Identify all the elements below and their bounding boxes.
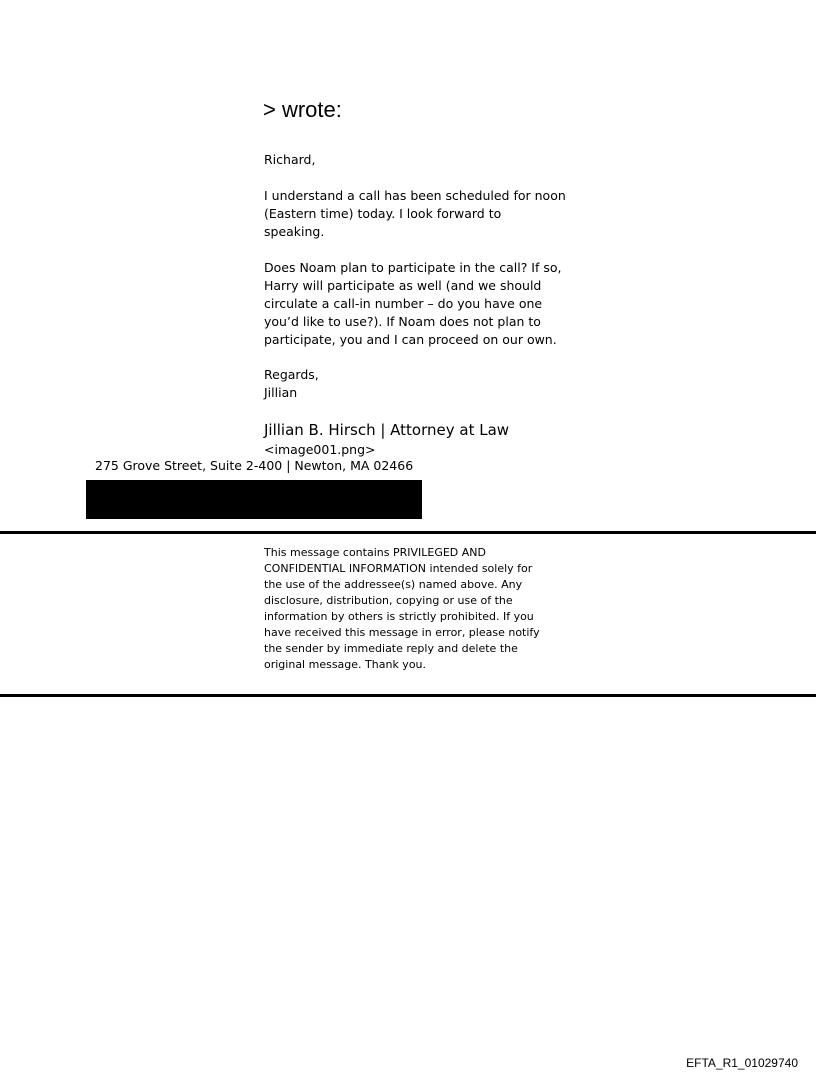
disclaimer-line: original message. Thank you. [264,658,427,671]
salutation [264,151,564,169]
paragraph-2 [264,259,564,349]
disclaimer-line: CONFIDENTIAL INFORMATION intended solely for [264,562,533,575]
signature-address: 275 Grove Street, Suite 2-400 | Newton, MA 02466 [95,458,414,473]
document-id: EFTA_R1_01029740 [686,1056,798,1070]
paragraph-1 [264,187,564,241]
paragraph-2-line: circulate a call-in number – do you have one [264,296,543,311]
disclaimer-line: have received this message in error, please notify [264,626,540,639]
salutation-text: Richard, [264,152,316,167]
signature-name-title: Jillian B. Hirsch | Attorney at Law [264,421,510,439]
divider-top [0,531,816,534]
paragraph-1-line: (Eastern time) today. I look forward to [264,206,502,221]
signature-image-placeholder: <image001.png> [264,442,376,457]
closing [264,366,564,402]
closing-text: Regards, [264,367,319,382]
confidentiality-disclaimer [264,545,549,673]
disclaimer-line: the sender by immediate reply and delete the [264,642,518,655]
paragraph-1-line: speaking. [264,224,325,239]
divider-bottom [0,694,816,697]
paragraph-2-line: you’d like to use?). If Noam does not plan to [264,314,541,329]
sender-first-name: Jillian [264,385,298,400]
disclaimer-line: disclosure, distribution, copying or use of the [264,594,513,607]
redaction-box [86,480,422,519]
quoted-header: > wrote: [263,97,342,122]
paragraph-2-line: Does Noam plan to participate in the call? If so, [264,260,562,275]
paragraph-2-line: participate, you and I can proceed on our own. [264,332,557,347]
disclaimer-line: This message contains PRIVILEGED AND [264,546,486,559]
disclaimer-line: information by others is strictly prohibited. If you [264,610,534,623]
paragraph-1-line: I understand a call has been scheduled for noon [264,188,566,203]
paragraph-2-line: Harry will participate as well (and we should [264,278,542,293]
disclaimer-line: the use of the addressee(s) named above. Any [264,578,523,591]
